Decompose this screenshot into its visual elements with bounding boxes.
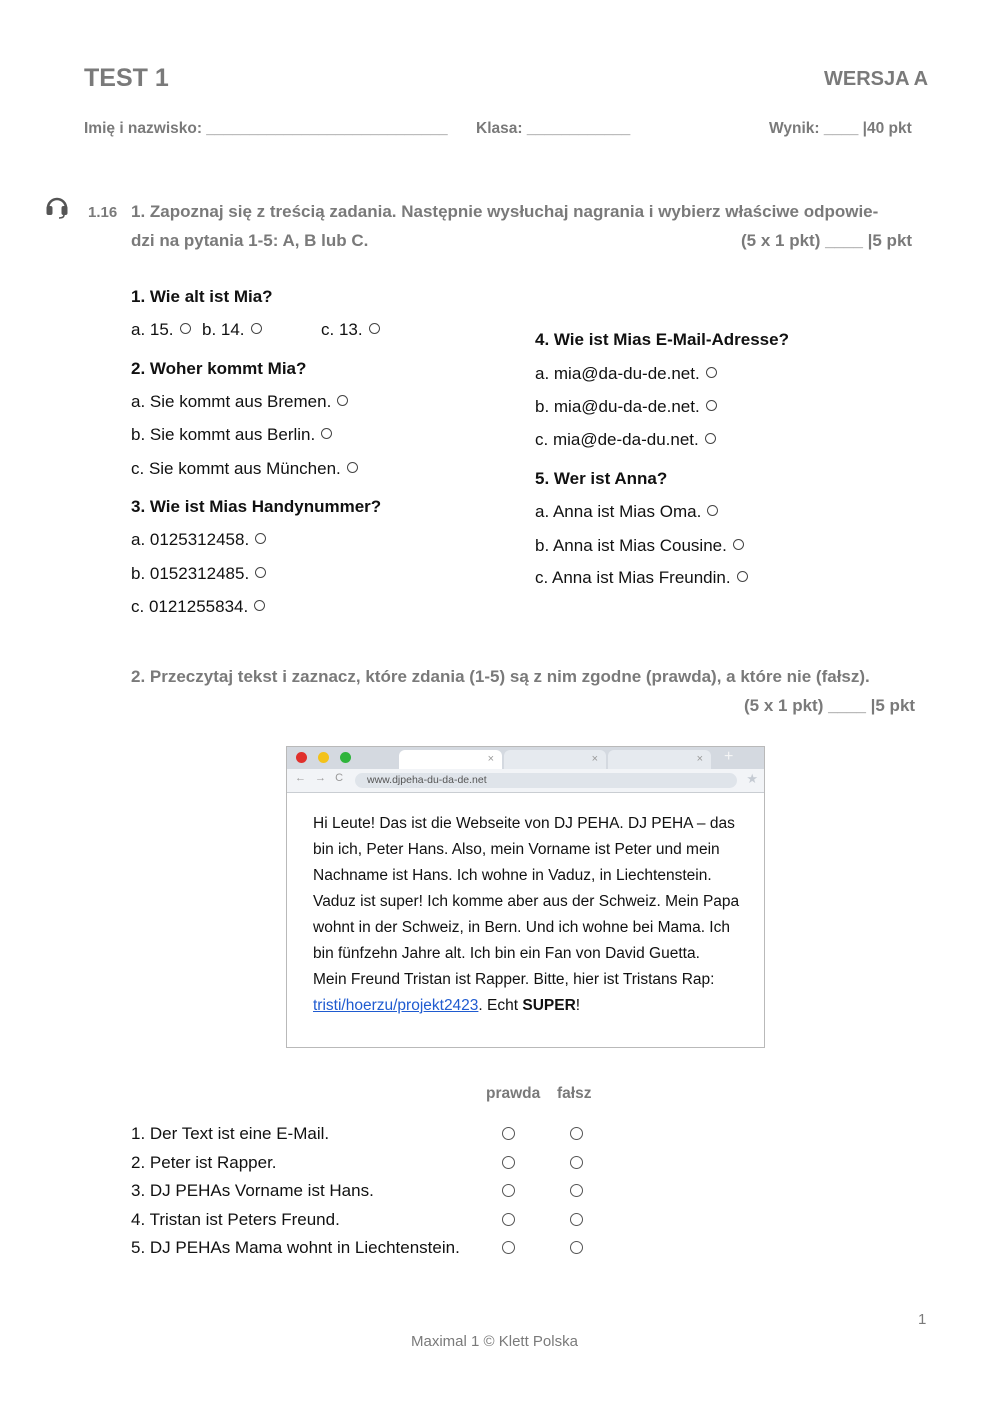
question-3: 3. Wie ist Mias Handynummer? <box>131 497 382 516</box>
option-1b[interactable]: b. 14. <box>202 320 262 340</box>
radio-icon[interactable] <box>737 571 748 582</box>
question-2: 2. Woher kommt Mia? <box>131 359 307 378</box>
class-field[interactable]: Klasa: ____________ <box>476 120 631 137</box>
option-3a[interactable]: a. 0125312458. <box>131 530 266 550</box>
radio-icon[interactable] <box>255 567 266 578</box>
option-2c[interactable]: c. Sie kommt aus München. <box>131 459 358 479</box>
radio-icon[interactable] <box>337 395 348 406</box>
task2-instruction: 2. Przeczytaj tekst i zaznacz, które zdania (1-5) są z nim zgodne (prawda), a które nie (fałsz). <box>131 667 870 686</box>
option-1c[interactable]: c. 13. <box>321 320 380 340</box>
super-text: SUPER <box>522 997 576 1014</box>
webpage-text: Hi Leute! Das ist die Webseite von DJ PEHA. DJ PEHA – das bin ich, Peter Hans. Also, mein Vorname ist Peter und mein Nachname ist Hans. Ich wohne in Vaduz, in Liechtenstein. Vaduz ist super! Ich komme aber aus der Schweiz. Mein Papa wohnt in der Schweiz, in Bern. Und ich wohne bei Mama. Ich bin fünfzehn Jahre alt. Ich bin ein Fan von David Guetta. Mein Freund Tristan ist Rapper. Bitte, hier ist Tristans Rap: tristi/hoerzu/projekt2423. Echt SUPER! <box>313 815 740 1014</box>
copyright-footer: Maximal 1 © Klett Polska <box>411 1333 578 1350</box>
radio-false-2[interactable] <box>570 1156 583 1169</box>
column-true: prawda <box>486 1085 541 1102</box>
page-number: 1 <box>918 1311 927 1328</box>
track-number: 1.16 <box>88 204 118 221</box>
address-bar <box>287 769 764 793</box>
headphones-icon <box>44 193 70 219</box>
radio-icon[interactable] <box>254 600 265 611</box>
radio-true-5[interactable] <box>502 1241 515 1254</box>
radio-icon[interactable] <box>369 323 380 334</box>
radio-icon[interactable] <box>251 323 262 334</box>
statement-5: 5. DJ PEHAs Mama wohnt in Liechtenstein. <box>131 1238 460 1257</box>
score-field: Wynik: ____ |40 pkt <box>769 120 912 137</box>
nav-arrows-icon: ← → C <box>295 772 347 784</box>
option-2a[interactable]: a. Sie kommt aus Bremen. <box>131 392 348 412</box>
tab-close-icon: × <box>591 753 598 765</box>
radio-icon[interactable] <box>707 505 718 516</box>
browser-tab-active <box>399 750 502 769</box>
option-5c[interactable]: c. Anna ist Mias Freundin. <box>535 568 748 588</box>
option-4c[interactable]: c. mia@de-da-du.net. <box>535 430 716 450</box>
statement-4: 4. Tristan ist Peters Freund. <box>131 1210 340 1229</box>
task2-points: (5 x 1 pkt) ____ |5 pkt <box>744 696 916 715</box>
option-3b[interactable]: b. 0152312485. <box>131 564 266 584</box>
option-5b[interactable]: b. Anna ist Mias Cousine. <box>535 536 744 556</box>
url-field: www.djpeha-du-da-de.net <box>355 773 737 788</box>
version-label: WERSJA A <box>824 68 929 90</box>
radio-false-3[interactable] <box>570 1184 583 1197</box>
radio-false-5[interactable] <box>570 1241 583 1254</box>
tab-close-icon: × <box>696 753 703 765</box>
option-2b[interactable]: b. Sie kommt aus Berlin. <box>131 425 332 445</box>
new-tab-icon: + <box>724 748 734 765</box>
radio-true-2[interactable] <box>502 1156 515 1169</box>
browser-tab <box>504 750 606 769</box>
close-window-dot <box>296 752 307 763</box>
option-4a[interactable]: a. mia@da-du-de.net. <box>535 364 717 384</box>
radio-icon[interactable] <box>255 533 266 544</box>
task1-instruction-line2: dzi na pytania 1-5: A, B lub C. <box>131 231 369 250</box>
option-1a[interactable]: a. 15. <box>131 320 191 340</box>
radio-true-3[interactable] <box>502 1184 515 1197</box>
task1-instruction-line1: 1. Zapoznaj się z treścią zadania. Następnie wysłuchaj nagrania i wybierz właściwe odpowie- <box>131 202 879 221</box>
radio-true-4[interactable] <box>502 1213 515 1226</box>
test-title: TEST 1 <box>84 64 169 92</box>
task1-points: (5 x 1 pkt) ____ |5 pkt <box>741 231 913 250</box>
minimize-window-dot <box>318 752 329 763</box>
radio-icon[interactable] <box>347 462 358 473</box>
name-field[interactable]: Imię i nazwisko: ____________________________ <box>84 120 448 137</box>
column-false: fałsz <box>557 1085 592 1102</box>
radio-icon[interactable] <box>321 428 332 439</box>
radio-false-4[interactable] <box>570 1213 583 1226</box>
option-4b[interactable]: b. mia@du-da-de.net. <box>535 397 717 417</box>
tab-close-icon: × <box>487 753 494 765</box>
radio-true-1[interactable] <box>502 1127 515 1140</box>
browser-window <box>286 746 765 1048</box>
radio-false-1[interactable] <box>570 1127 583 1140</box>
bookmark-star-icon: ★ <box>746 771 758 786</box>
option-5a[interactable]: a. Anna ist Mias Oma. <box>535 502 718 522</box>
question-4: 4. Wie ist Mias E-Mail-Adresse? <box>535 330 789 349</box>
radio-icon[interactable] <box>706 400 717 411</box>
statement-3: 3. DJ PEHAs Vorname ist Hans. <box>131 1181 374 1200</box>
radio-icon[interactable] <box>705 433 716 444</box>
option-3c[interactable]: c. 0121255834. <box>131 597 265 617</box>
statement-2: 2. Peter ist Rapper. <box>131 1153 277 1172</box>
maximize-window-dot <box>340 752 351 763</box>
tab-bar <box>287 747 764 769</box>
question-5: 5. Wer ist Anna? <box>535 469 668 488</box>
radio-icon[interactable] <box>706 367 717 378</box>
statement-1: 1. Der Text ist eine E-Mail. <box>131 1124 330 1143</box>
browser-tab <box>608 750 711 769</box>
radio-icon[interactable] <box>733 539 744 550</box>
question-1: 1. Wie alt ist Mia? <box>131 287 273 306</box>
radio-icon[interactable] <box>180 323 191 334</box>
rap-link: tristi/hoerzu/projekt2423 <box>313 997 479 1014</box>
